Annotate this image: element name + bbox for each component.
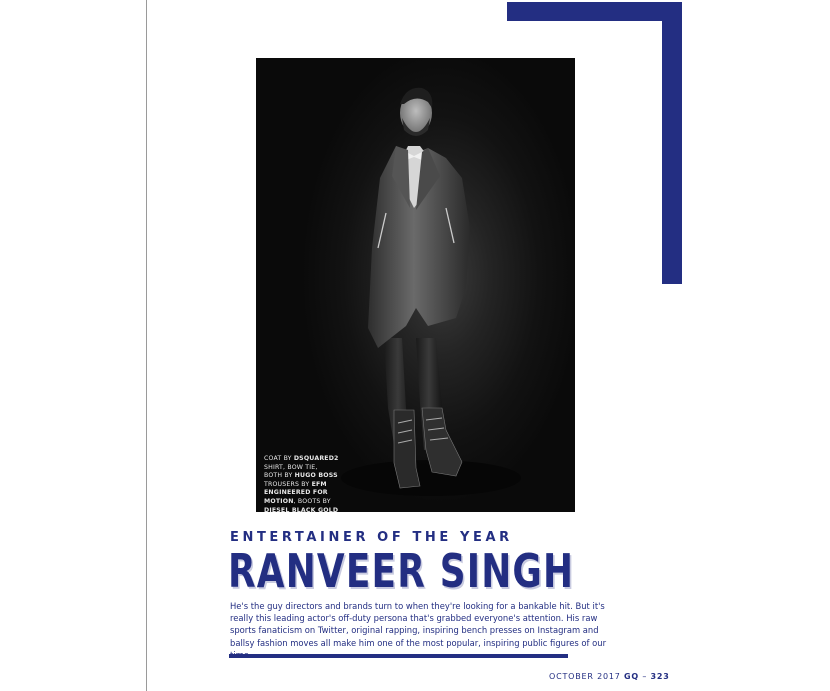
credit-brand: ENGINEERED FOR	[264, 489, 328, 497]
credit-text: COAT BY	[264, 455, 294, 462]
decorative-frame-top	[507, 2, 682, 21]
decorative-frame-right	[662, 2, 682, 284]
credit-line-coat	[264, 455, 374, 464]
credit-text: , BOOTS BY	[293, 497, 331, 505]
article-kicker: ENTERTAINER OF THE YEAR	[230, 530, 513, 545]
article-headline: RANVEER SINGH	[228, 544, 575, 598]
credit-line-hugo	[264, 472, 374, 481]
portrait-figure	[256, 58, 575, 512]
credit-line-shirt	[264, 464, 374, 473]
credit-line-trousers	[264, 481, 374, 490]
credit-brand: DIESEL BLACK GOLD	[264, 506, 339, 512]
folio-separator: –	[642, 672, 648, 681]
page-gutter-line	[146, 0, 147, 691]
page-folio	[549, 672, 670, 681]
bottom-rule	[229, 654, 568, 658]
page-number: 323	[650, 672, 670, 681]
credit-line-diesel	[264, 507, 374, 512]
portrait-photo	[256, 58, 575, 512]
credit-brand: DSQUARED2	[293, 455, 339, 462]
credit-text: TROUSERS BY	[264, 480, 312, 488]
credit-text: BOTH BY	[264, 472, 295, 480]
issue-date: OCTOBER 2017	[549, 672, 621, 681]
credit-brand: EFM	[311, 480, 327, 488]
photo-credits	[264, 455, 374, 512]
credit-line-efm	[264, 489, 374, 498]
credit-brand: MOTION	[264, 497, 294, 505]
magazine-brand: GQ	[624, 672, 639, 681]
credit-line-motion	[264, 498, 374, 507]
credit-text: SHIRT, BOW TIE,	[264, 463, 318, 471]
credit-brand: HUGO BOSS	[294, 472, 338, 480]
article-body: He's the guy directors and brands turn to when they're looking for a bankable hit. But it's really this leading actor's off-duty persona that's grabbed everyone's attention. His raw sports fanaticism on Twitter, original rapping, inspiring bench presses on Instagram and ballsy fashion moves all make him one of the most popular, inspiring public figures of our	[230, 601, 607, 648]
